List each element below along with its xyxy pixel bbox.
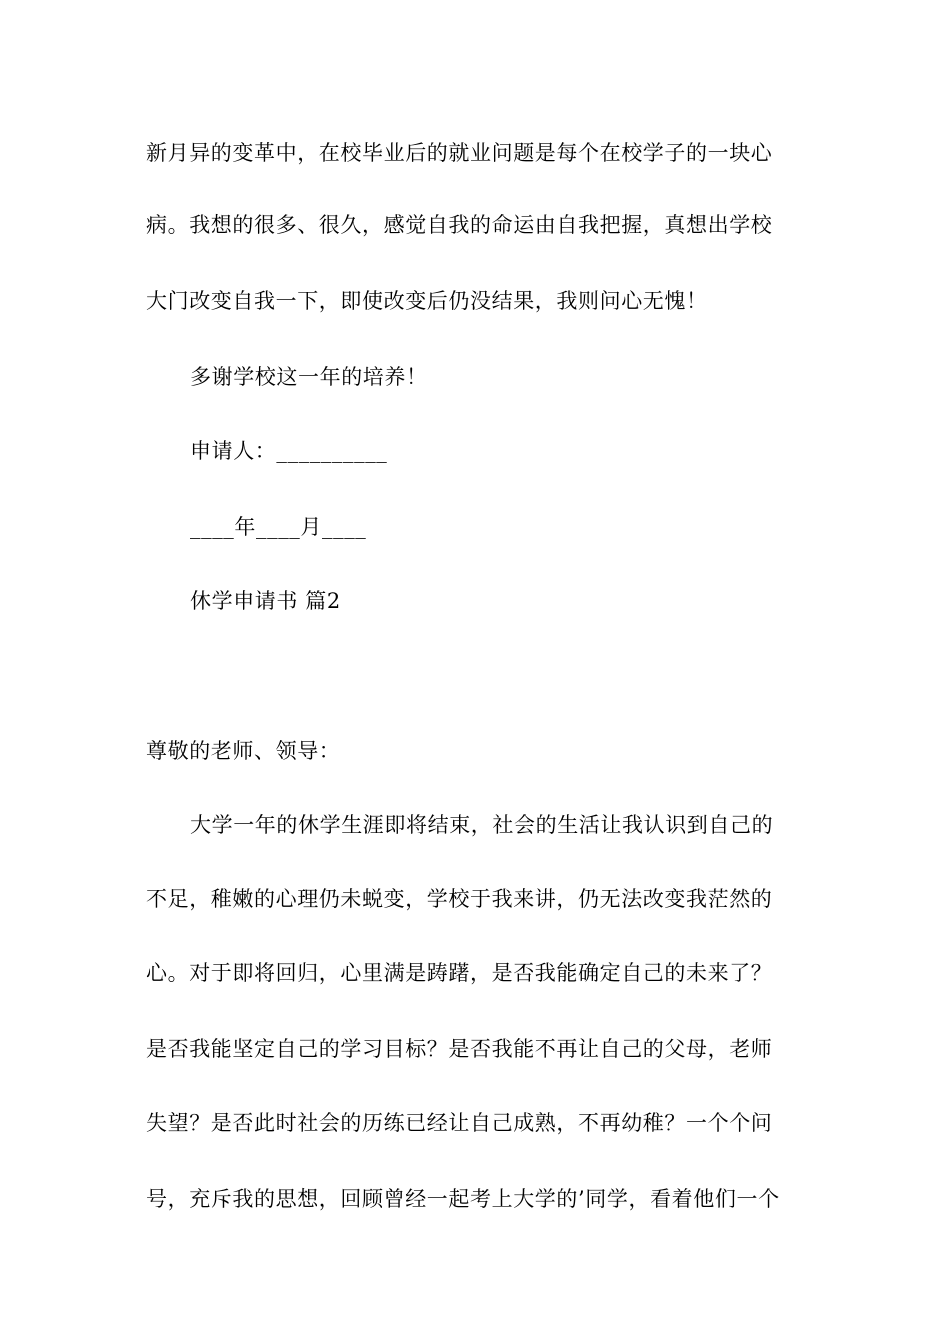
body-text-line: 新月异的变革中，在校毕业后的就业问题是每个在校学子的一块心 bbox=[146, 141, 773, 165]
applicant-signature-line: 申请人：__________ bbox=[190, 439, 388, 463]
body-text-line: 是否我能坚定自己的学习目标？是否我能不再让自己的父母，老师 bbox=[146, 1037, 773, 1061]
body-text-line: 大学一年的休学生涯即将结束，社会的生活让我认识到自己的 bbox=[190, 813, 774, 837]
body-text-line: 病。我想的很多、很久，感觉自我的命运由自我把握，真想出学校 bbox=[146, 213, 773, 237]
body-text-line: 号，充斥我的思想，回顾曾经一起考上大学的’同学，看着他们一个 bbox=[146, 1187, 780, 1211]
body-text-line: 大门改变自我一下，即使改变后仍没结果，我则问心无愧！ bbox=[146, 289, 708, 313]
date-line: ____年____月____ bbox=[190, 515, 367, 539]
body-text-line: 心。对于即将回归，心里满是踌躇，是否我能确定自己的未来了？ bbox=[146, 961, 773, 985]
body-text-line: 失望？是否此时社会的历练已经让自己成熟，不再幼稚？一个个问 bbox=[146, 1111, 773, 1135]
thanks-line: 多谢学校这一年的培养！ bbox=[190, 365, 428, 389]
body-text-line: 不足，稚嫩的心理仍未蜕变，学校于我来讲，仍无法改变我茫然的 bbox=[146, 887, 773, 911]
salutation: 尊敬的老师、领导： bbox=[146, 739, 341, 763]
section-heading: 休学申请书 篇2 bbox=[190, 589, 341, 613]
